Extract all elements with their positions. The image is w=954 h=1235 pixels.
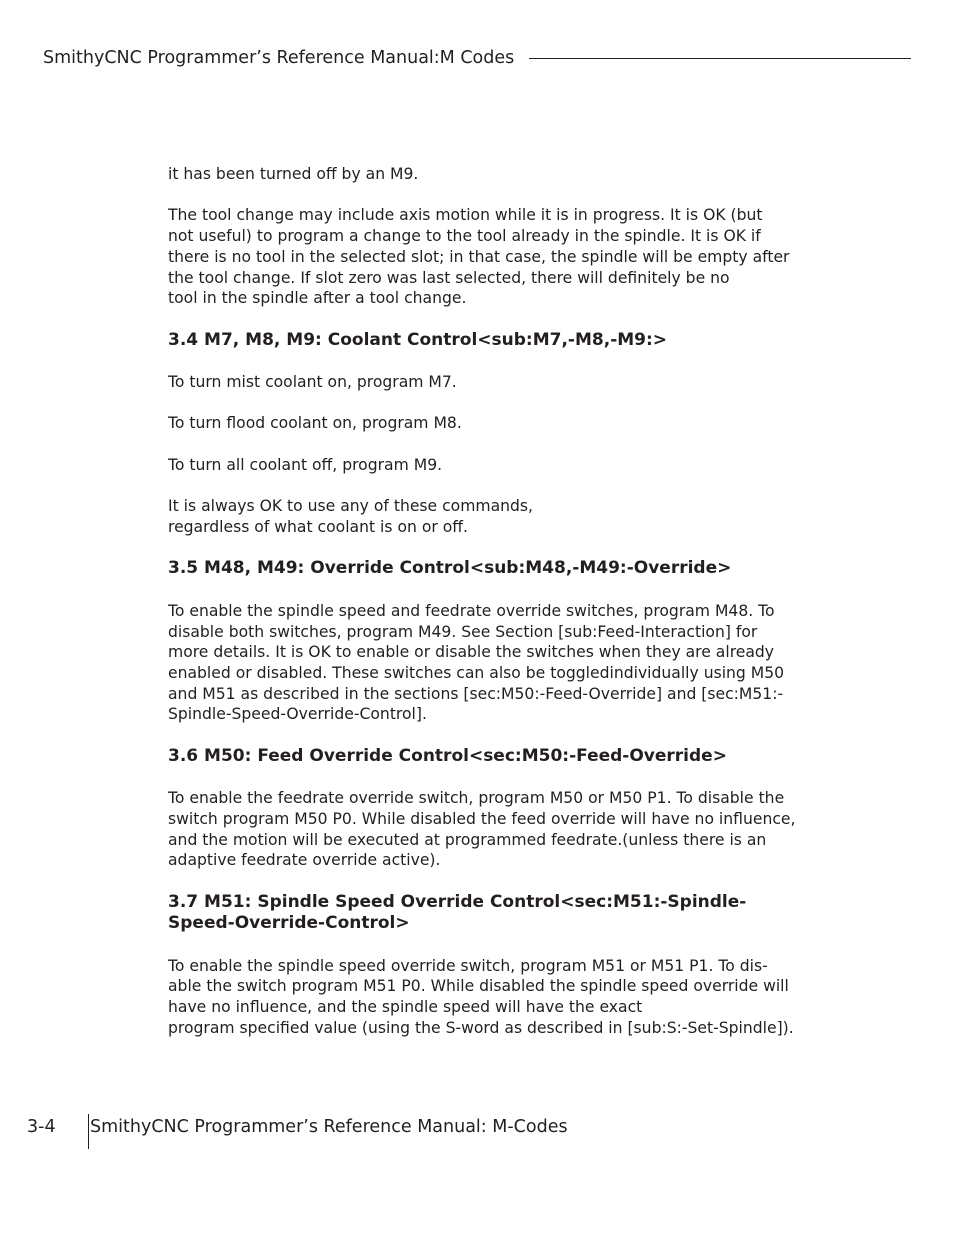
heading-line: 3.7 M51: Spindle Speed Override Control<sec:M51:-Spindle- [168,891,747,912]
text-line: not useful) to program a change to the tool already in the spindle. It is OK if [168,227,761,246]
section-heading-3-6: 3.6 M50: Feed Override Control<sec:M50:-Feed-Override> [168,745,727,766]
page-header [43,44,911,72]
sec34-paragraph-4 [168,496,808,537]
sec37-paragraph-1 [168,956,808,1039]
text-line: To turn flood coolant on, program M8. [168,414,462,433]
text-line: adaptive feedrate override active). [168,851,441,870]
text-line: To enable the feedrate override switch, program M50 or M50 P1. To disable the [168,789,785,808]
sec35-paragraph-1 [168,601,808,725]
header-title: SmithyCNC Programmer’s Reference Manual:M Codes [43,48,515,68]
section-heading-3-4: 3.4 M7, M8, M9: Coolant Control<sub:M7,-M8,-M9:> [168,329,668,350]
footer-rule [88,1114,89,1149]
text-line: To enable the spindle speed override switch, program M51 or M51 P1. To dis- [168,956,768,975]
header-rule [529,58,911,59]
text-line: tool in the spindle after a tool change. [168,289,467,308]
sec34-paragraph-3 [168,455,808,476]
sec34-paragraph-1 [168,372,808,393]
text-line: disable both switches, program M49. See Section [sub:Feed-Interaction] for [168,622,758,641]
text-line: program specified value (using the S-word as described in [sub:S:-Set-Spindle]). [168,1018,794,1037]
footer-title: SmithyCNC Programmer’s Reference Manual: M-Codes [90,1117,568,1137]
sec34-paragraph-2 [168,413,808,434]
text-line: Spindle-Speed-Override-Control]. [168,705,427,724]
text-line: have no influence, and the spindle speed will have the exact [168,998,643,1017]
section-heading-3-5: 3.5 M48, M49: Override Control<sub:M48,-M49:-Override> [168,558,732,579]
text-line: To turn all coolant off, program M9. [168,455,443,474]
text-line: It is always OK to use any of these commands, [168,497,534,516]
text-line: able the switch program M51 P0. While disabled the spindle speed override will [168,977,789,996]
intro-paragraph-2 [168,205,808,309]
heading-line: Speed-Override-Control> [168,913,410,934]
text-line: the tool change. If slot zero was last selected, there will definitely be no [168,268,730,287]
text-line: switch program M50 P0. While disabled the feed override will have no influence, [168,809,796,828]
text-line: enabled or disabled. These switches can also be toggledindividually using M50 [168,663,785,682]
page-number: 3-4 [27,1117,56,1137]
text-line: and M51 as described in the sections [sec:M50:-Feed-Override] and [sec:M51:- [168,684,784,703]
section-heading-3-7 [168,892,808,935]
intro-paragraph-1 [168,164,808,185]
text-line: there is no tool in the selected slot; in that case, the spindle will be empty after [168,247,790,266]
text-line: regardless of what coolant is on or off. [168,517,468,536]
text-line: To turn mist coolant on, program M7. [168,373,457,392]
text-line: more details. It is OK to enable or disable the switches when they are already [168,643,775,662]
page-footer [0,1114,954,1154]
text-line: To enable the spindle speed and feedrate override switches, program M48. To [168,601,775,620]
page-content [168,164,808,1039]
text-line: it has been turned off by an M9. [168,165,419,183]
sec36-paragraph-1 [168,788,808,871]
text-line: The tool change may include axis motion while it is in progress. It is OK (but [168,206,763,225]
text-line: and the motion will be executed at programmed feedrate.(unless there is an [168,830,767,849]
